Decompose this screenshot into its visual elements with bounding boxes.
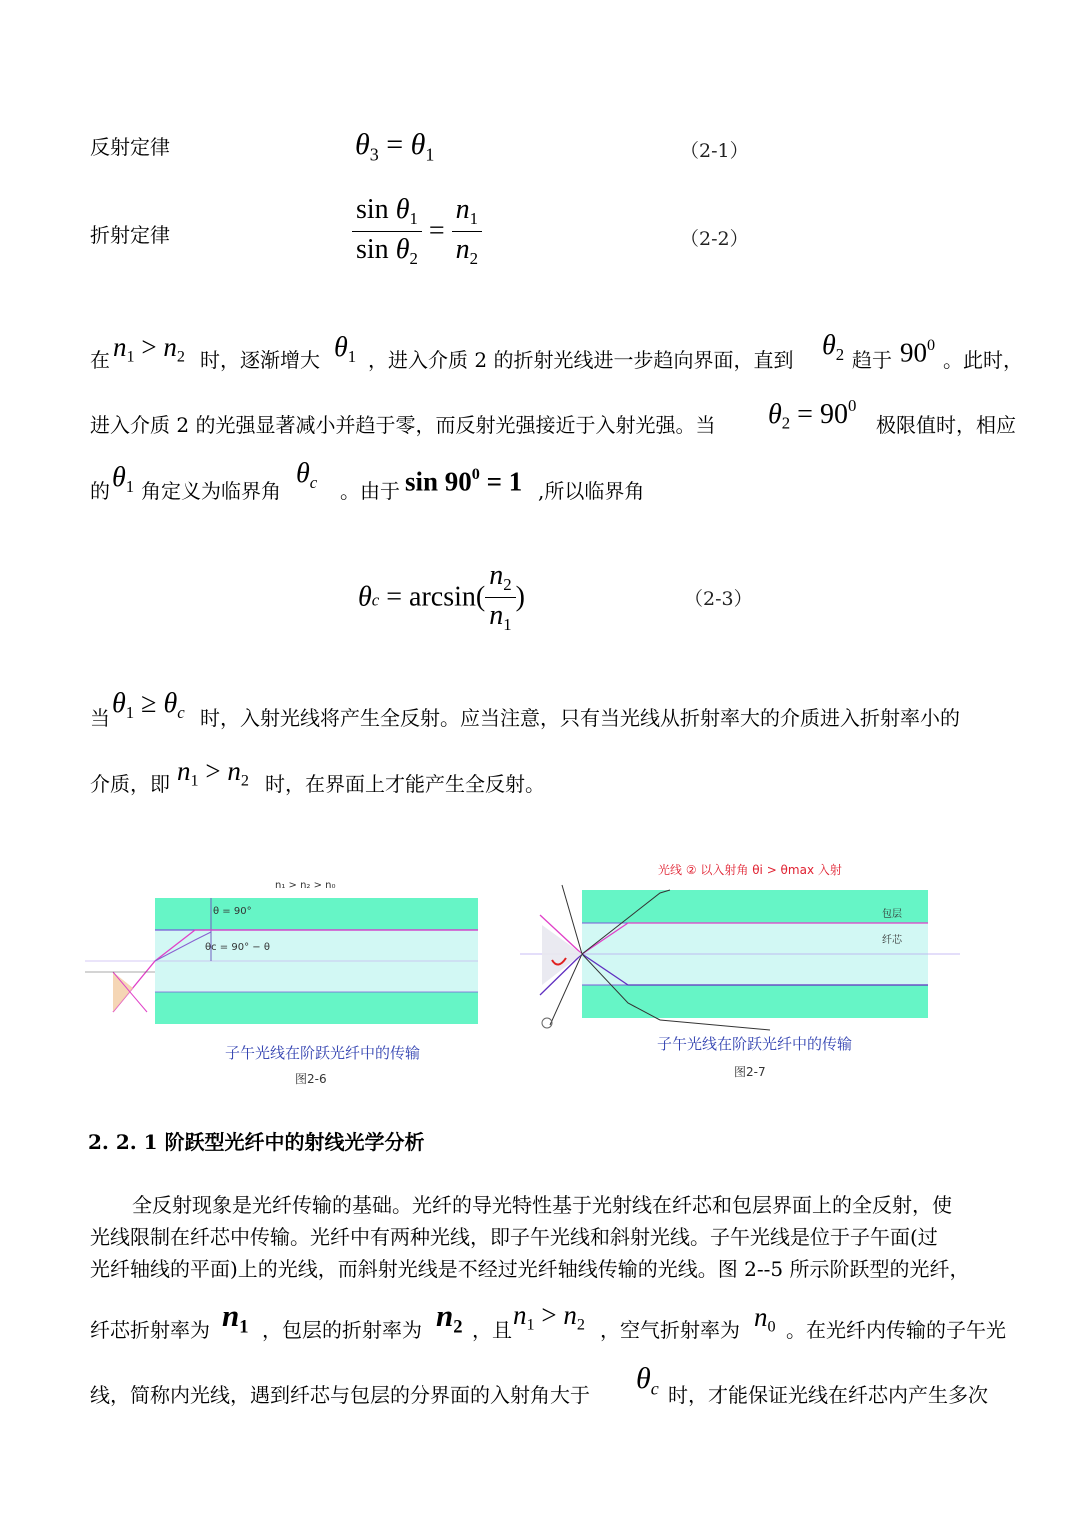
section-text-line: 光纤轴线的平面)上的光线，而斜射光线是不经过光纤轴线传输的光线。图 2--5 所示阶跃型的光纤， bbox=[90, 1257, 970, 1281]
para1-text: 在 bbox=[90, 348, 110, 372]
math-n1-gt-n2: $n_1 > n_2$ bbox=[177, 756, 249, 790]
para2-text: 时，在界面上才能产生全反射。 bbox=[265, 772, 545, 796]
math-90deg: $90^0$ bbox=[900, 336, 936, 368]
fig7-cladding-label: 包层 bbox=[882, 909, 902, 920]
figure-2-7 bbox=[520, 855, 970, 1090]
section-text: 时，才能保证光线在纤芯内产生多次 bbox=[668, 1383, 988, 1407]
para1-text: ,所以临界角 bbox=[538, 479, 645, 503]
para2-text: 当 bbox=[90, 706, 110, 730]
fig6-number: 图2-6 bbox=[295, 1072, 327, 1086]
equation-refraction: $\frac{\sin \theta_1}{\sin \theta_2}$ = $\frac{n_1}{n_2}$ bbox=[352, 194, 482, 269]
math-theta1-ge-thetac: $\theta_1 \ge \theta_c$ bbox=[112, 688, 185, 722]
para2-text: 介质，即 bbox=[90, 772, 170, 796]
para1-text: 。由于 bbox=[340, 479, 400, 503]
equation-reflection: $\theta_3 = \theta_1$ bbox=[355, 128, 435, 165]
math-sin90-eq-1: $\sin 90^0 = 1$ bbox=[405, 465, 523, 497]
math-n2: $n_2$ bbox=[436, 1298, 463, 1338]
section-text: ，包层的折射率为 bbox=[262, 1318, 422, 1342]
equation-number: （2-3） bbox=[684, 588, 753, 610]
fig7-core-label: 纤芯 bbox=[882, 935, 902, 946]
math-n0: $n_0$ bbox=[754, 1302, 776, 1336]
fig6-index-relation: n₁ > n₂ > n₀ bbox=[275, 880, 336, 891]
fig7-incidence-label: 光线 ② 以入射角 θi > θmax 入射 bbox=[658, 863, 842, 877]
para1-text: 的 bbox=[90, 479, 110, 503]
para1-text: 进入介质 2 的光强显著减小并趋于零，而反射光强接近于入射光强。当 bbox=[90, 413, 716, 437]
section-text-line: 全反射现象是光纤传输的基础。光纤的导光特性基于光射线在纤芯和包层界面上的全反射，使 bbox=[132, 1193, 952, 1217]
math-n1: $n_1$ bbox=[222, 1298, 249, 1338]
fig6-theta-90: θ = 90° bbox=[213, 906, 252, 917]
math-theta1: $\theta_1$ bbox=[112, 462, 135, 496]
figure-2-6 bbox=[85, 860, 515, 1090]
para2-text: 时，入射光线将产生全反射。应当注意，只有当光线从折射率大的介质进入折射率小的 bbox=[200, 706, 960, 730]
equation-critical-angle: θc = arcsin( $\frac{n_2}{n_1}$ ) bbox=[358, 560, 525, 634]
refraction-law-label: 折射定律 bbox=[90, 223, 170, 247]
math-theta2: $\theta_2$ bbox=[822, 330, 845, 364]
section-text: 。在光纤内传输的子午光 bbox=[786, 1318, 1006, 1342]
fig6-theta-c: θc = 90° − θ bbox=[205, 942, 270, 953]
fig7-caption: 子午光线在阶跃光纤中的传输 bbox=[657, 1035, 853, 1053]
fig6-caption: 子午光线在阶跃光纤中的传输 bbox=[225, 1044, 421, 1062]
equation-number: （2-1） bbox=[680, 140, 749, 162]
para1-text: 极限值时，相应 bbox=[876, 413, 1016, 437]
math-theta-c: $\theta_c$ bbox=[636, 1362, 659, 1399]
section-heading: 2. 2. 1 阶跃型光纤中的射线光学分析 bbox=[88, 1130, 425, 1154]
reflection-law-label: 反射定律 bbox=[90, 135, 170, 159]
math-n1-gt-n2: $n_1 > n_2$ bbox=[113, 332, 185, 366]
equation-number: （2-2） bbox=[680, 228, 749, 250]
math-n1-gt-n2: $n_1 > n_2$ bbox=[513, 1300, 585, 1334]
math-theta-c: $\theta_c$ bbox=[296, 458, 318, 492]
section-text: 纤芯折射率为 bbox=[90, 1318, 210, 1342]
math-theta2-eq-90: $\theta_2 = 90^0$ bbox=[768, 396, 857, 433]
math-theta1: $\theta_1$ bbox=[334, 332, 357, 366]
para1-text: 角定义为临界角 bbox=[141, 479, 281, 503]
para1-text: ，进入介质 2 的折射光线进一步趋向界面，直到 bbox=[368, 348, 794, 372]
section-text: 线，简称内光线，遇到纤芯与包层的分界面的入射角大于 bbox=[90, 1383, 590, 1407]
para1-text: 。此时， bbox=[943, 348, 1023, 372]
section-text: ，且 bbox=[472, 1318, 512, 1342]
para1-text: 趋于 bbox=[852, 348, 892, 372]
section-text: ，空气折射率为 bbox=[600, 1318, 740, 1342]
fig7-number: 图2-7 bbox=[734, 1065, 766, 1079]
section-text-line: 光线限制在纤芯中传输。光纤中有两种光线，即子午光线和斜射光线。子午光线是位于子午面(过 bbox=[90, 1225, 938, 1249]
fiber-diagram-2-7 bbox=[520, 855, 970, 1090]
para1-text: 时，逐渐增大 bbox=[200, 348, 320, 372]
